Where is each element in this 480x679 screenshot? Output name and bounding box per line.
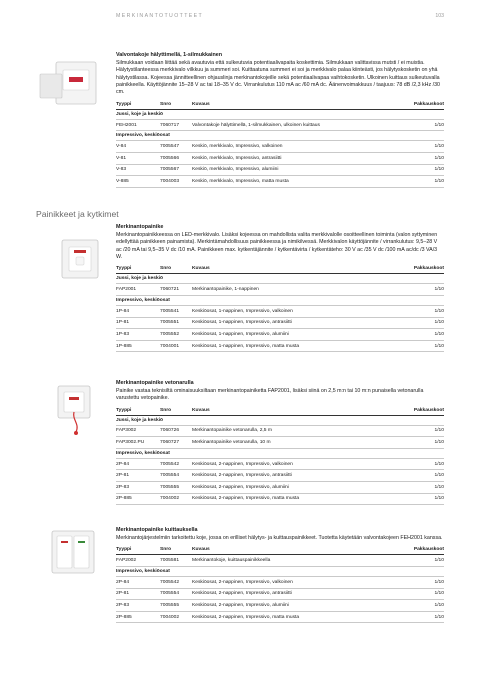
table-cell: 7004001	[160, 340, 192, 352]
table-cell: 1/10	[392, 340, 444, 352]
table-cell: 2P-83	[116, 600, 160, 612]
table-row	[116, 305, 444, 317]
table-cell: FAP3002.PU	[116, 437, 160, 449]
column-header: Snro	[160, 407, 192, 416]
product-table	[116, 546, 444, 623]
table-cell: 1P-84	[116, 305, 160, 317]
page-header	[116, 13, 444, 23]
table-cell: Keskiö, merkkivalo, Impressivo, alumiini	[192, 164, 392, 176]
group-row	[116, 131, 444, 141]
table-row	[116, 141, 444, 153]
section-title: Merkinantopainike	[116, 224, 164, 230]
section-description: Merkinantopainikkeessa on LED-merkkivalo. Lisäksi kojeessa on mahdollista valita merkkivalolle osoitteellinen toiminta (valon syttyminen edellyttää painikkeen painamista). Merkintämahdollisuus painikkeessa ja nimikilvessä. Merkkivalon käyttöjännite / virrankulutus: 9,5–28 V ac /20 mA tai 9,5–35 V dc /10 mA. Painikkeen max. kytkentäjännite / kytkentävirta / kytkentäteho: 30 V ac /35 V dc /100 mA ac/dc /3 VA/3 W.	[116, 232, 438, 261]
product-section	[116, 380, 444, 505]
table-cell: 1/10	[392, 470, 444, 482]
table-cell: 7005555	[160, 482, 192, 494]
table-cell: 7060717	[160, 119, 192, 131]
table-row	[116, 611, 444, 623]
table-cell: 1/10	[392, 555, 444, 567]
table-cell: Keskiöosat, 1-nappinen, Impressivo, valkoinen	[192, 305, 392, 317]
group-row	[116, 109, 444, 119]
table-row	[116, 470, 444, 482]
column-header: Tyyppi	[116, 265, 160, 274]
table-cell: 7005551	[160, 317, 192, 329]
table-cell: 7060727	[160, 437, 192, 449]
table-cell: Keskiö, merkkivalo, Impressivo, valkoinen	[192, 141, 392, 153]
section-description: Merkinantojärjestelmiin tarkoitettu koje, jossa on erilliset hälytys- ja kuittauspainikkeet. Tuotetta käytetään valvontakojeen FEH2001 kanssa.	[116, 535, 443, 541]
table-cell: V-84	[116, 141, 160, 153]
column-header: Tyyppi	[116, 546, 160, 555]
column-header: Tyyppi	[116, 407, 160, 416]
table-cell: 2P-81	[116, 470, 160, 482]
table-row	[116, 482, 444, 494]
table-cell: Keskiöosat, 2-nappinen, Impressivo, alumiini	[192, 600, 392, 612]
table-cell: 1P-83	[116, 329, 160, 341]
table-cell: Merkinantokoje, kuittauspainikkeella	[192, 555, 392, 567]
table-row	[116, 493, 444, 505]
table-cell: 1/10	[392, 141, 444, 153]
table-cell: 1/10	[392, 576, 444, 588]
table-cell: 7005542	[160, 576, 192, 588]
group-label: Impressivo, keskiöosat	[116, 131, 444, 141]
table-cell: 2P-84	[116, 458, 160, 470]
header-title: MERKINANTOTUOTTEET	[116, 13, 204, 19]
column-header: Pakkauskoot	[392, 546, 444, 555]
table-cell: FAP2001	[116, 284, 160, 296]
section-description: Painike vastaa teknisiltä ominaisuuksiltaan merkinantopainiketta FAP2001, lisäksi siinä on 2,5 m:n tai 10 m:n punaisella vetonarulla varustettu vetopainike.	[116, 388, 424, 402]
column-header: Snro	[160, 101, 192, 110]
group-row	[116, 415, 444, 425]
table-row	[116, 340, 444, 352]
table-cell: 1/10	[392, 119, 444, 131]
table-cell: 7004003	[160, 176, 192, 188]
table-cell: 1/10	[392, 305, 444, 317]
table-cell: 1/10	[392, 611, 444, 623]
table-row	[116, 317, 444, 329]
table-cell: 7005566	[160, 152, 192, 164]
table-cell: 1/10	[392, 588, 444, 600]
table-cell: Keskiöosat, 2-nappinen, Impressivo, valkoinen	[192, 576, 392, 588]
table-cell: FEH2001	[116, 119, 160, 131]
table-cell: 7005581	[160, 555, 192, 567]
table-cell: Keskiöosat, 2-nappinen, Impressivo, matta musta	[192, 611, 392, 623]
table-row	[116, 425, 444, 437]
table-row	[116, 555, 444, 567]
table-cell: 7005554	[160, 588, 192, 600]
product-table	[116, 407, 444, 506]
table-row	[116, 119, 444, 131]
column-header: Kuvaus	[192, 546, 392, 555]
table-cell: FAP3002	[116, 425, 160, 437]
table-cell: 1/10	[392, 600, 444, 612]
table-cell: 1/10	[392, 493, 444, 505]
table-cell: Keskiöosat, 1-nappinen, Impressivo, antrasiitti	[192, 317, 392, 329]
table-row	[116, 576, 444, 588]
table-cell: Keskiöosat, 1-nappinen, Impressivo, alumiini	[192, 329, 392, 341]
table-cell: 2P-81	[116, 588, 160, 600]
group-label: Impressivo, keskiöosat	[116, 566, 444, 576]
table-cell: 1/10	[392, 152, 444, 164]
section-title: Valvontakoje hälyttimellä, 1-silmukkainen	[116, 52, 223, 58]
table-cell: 1P-885	[116, 340, 160, 352]
table-row	[116, 600, 444, 612]
column-header: Tyyppi	[116, 101, 160, 110]
table-cell: 7005555	[160, 600, 192, 612]
table-cell: V-83	[116, 164, 160, 176]
table-cell: 1/10	[392, 458, 444, 470]
product-section	[116, 527, 444, 623]
table-cell: 1/10	[392, 284, 444, 296]
category-title: Painikkeet ja kytkimet	[36, 209, 119, 219]
table-cell: Keskiö, merkkivalo, Impressivo, antrasiitti	[192, 152, 392, 164]
table-cell: Merkinantopainike vetonarulla, 2,5 m	[192, 425, 392, 437]
table-row	[116, 588, 444, 600]
section-title: Merkinantopainike vetonarulla	[116, 380, 194, 386]
page-number: 103	[435, 13, 444, 19]
table-cell: 7060721	[160, 284, 192, 296]
table-cell: Keskiöosat, 2-nappinen, Impressivo, antrasiitti	[192, 470, 392, 482]
column-header: Kuvaus	[192, 101, 392, 110]
table-row	[116, 164, 444, 176]
table-cell: V-885	[116, 176, 160, 188]
group-label: Impressivo, keskiöosat	[116, 448, 444, 458]
table-row	[116, 176, 444, 188]
product-section	[116, 52, 444, 188]
table-cell: 1/10	[392, 425, 444, 437]
table-cell: 1P-81	[116, 317, 160, 329]
table-cell: Valvontakoje hälyttimellä, 1-silmukkainen, ulkoinen kuittaus	[192, 119, 392, 131]
table-cell: 1/10	[392, 176, 444, 188]
column-header: Kuvaus	[192, 265, 392, 274]
section-description: Silmukkaan voidaan liittää sekä avautuvia että sulkeutuvia potentiaalivapaita koskettimia. Silmukkaan valittavissa mutsti / ei muistia. Hälytystilanteessa merkkivalo vilkkuu ja summeri soi. Kuittaatuna summeri ei soi ja merkkivalo palaa kiinteästi, jos hälytyskosketin on yhä hälytystilassa. Kojeessa jännitteellinen ohjauslinja merkinantokojeille sekä potentiaalivapaa vaihtokosketin. Ulkoinen kuittaus sulkeutuvalla painikkeella. Käyttöjännite 15–28 V ac tai 18–35 V dc. Virrankulutus 110 mA ac /60 mA dc. Äänenvoimakkuus / taajuus: 78 dB /2,3 kHz /30 cm.	[116, 60, 440, 96]
product-table	[116, 265, 444, 352]
table-cell: V-81	[116, 152, 160, 164]
section-title: Merkinantopainike kuittauksella	[116, 527, 198, 533]
group-label: Jussi, koje ja keskiö	[116, 274, 444, 284]
table-row	[116, 437, 444, 449]
table-cell: 7005554	[160, 470, 192, 482]
product-image-kuittaus	[36, 527, 106, 577]
table-cell: 2P-83	[116, 482, 160, 494]
table-cell: 1/10	[392, 437, 444, 449]
column-header: Snro	[160, 265, 192, 274]
table-cell: 1/10	[392, 482, 444, 494]
table-cell: 7004002	[160, 493, 192, 505]
table-row	[116, 329, 444, 341]
table-cell: 7005541	[160, 305, 192, 317]
table-cell: 7004002	[160, 611, 192, 623]
table-cell: 2P-885	[116, 611, 160, 623]
table-cell: 7005542	[160, 458, 192, 470]
table-cell: 1/10	[392, 317, 444, 329]
table-cell: 1/10	[392, 164, 444, 176]
group-row	[116, 448, 444, 458]
group-row	[116, 274, 444, 284]
table-row	[116, 284, 444, 296]
table-cell: Keskiöosat, 2-nappinen, Impressivo, matta musta	[192, 493, 392, 505]
product-image-vetonaru	[36, 382, 106, 436]
group-label: Impressivo, keskiöosat	[116, 295, 444, 305]
column-header: Pakkauskoot	[392, 101, 444, 110]
column-header: Snro	[160, 546, 192, 555]
product-table	[116, 101, 444, 188]
column-header: Pakkauskoot	[392, 265, 444, 274]
table-cell: FAP2002	[116, 555, 160, 567]
table-cell: 1/10	[392, 329, 444, 341]
table-cell: Keskiöosat, 2-nappinen, Impressivo, antrasiitti	[192, 588, 392, 600]
table-cell: 7005567	[160, 164, 192, 176]
table-cell: Keskiöosat, 1-nappinen, Impressivo, matta musta	[192, 340, 392, 352]
group-row	[116, 295, 444, 305]
table-cell: Merkinantopainike, 1-nappinen	[192, 284, 392, 296]
product-image-valvontakoje	[36, 60, 106, 106]
product-section	[116, 224, 444, 352]
table-cell: 2P-84	[116, 576, 160, 588]
table-cell: 7005552	[160, 329, 192, 341]
group-label: Jussi, koje ja keskiö	[116, 109, 444, 119]
group-row	[116, 566, 444, 576]
table-cell: 2P-885	[116, 493, 160, 505]
table-cell: Merkinantopainike vetonarulla, 10 m	[192, 437, 392, 449]
table-row	[116, 458, 444, 470]
table-cell: Keskiöosat, 2-nappinen, Impressivo, valkoinen	[192, 458, 392, 470]
column-header: Kuvaus	[192, 407, 392, 416]
column-header: Pakkauskoot	[392, 407, 444, 416]
table-row	[116, 152, 444, 164]
table-cell: Keskiö, merkkivalo, Impressivo, matta musta	[192, 176, 392, 188]
group-label: Jussi, koje ja keskiö	[116, 415, 444, 425]
table-cell: 7005547	[160, 141, 192, 153]
table-cell: 7060726	[160, 425, 192, 437]
table-cell: Keskiöosat, 2-nappinen, Impressivo, alumiini	[192, 482, 392, 494]
product-image-merkinantopainike	[36, 237, 106, 281]
